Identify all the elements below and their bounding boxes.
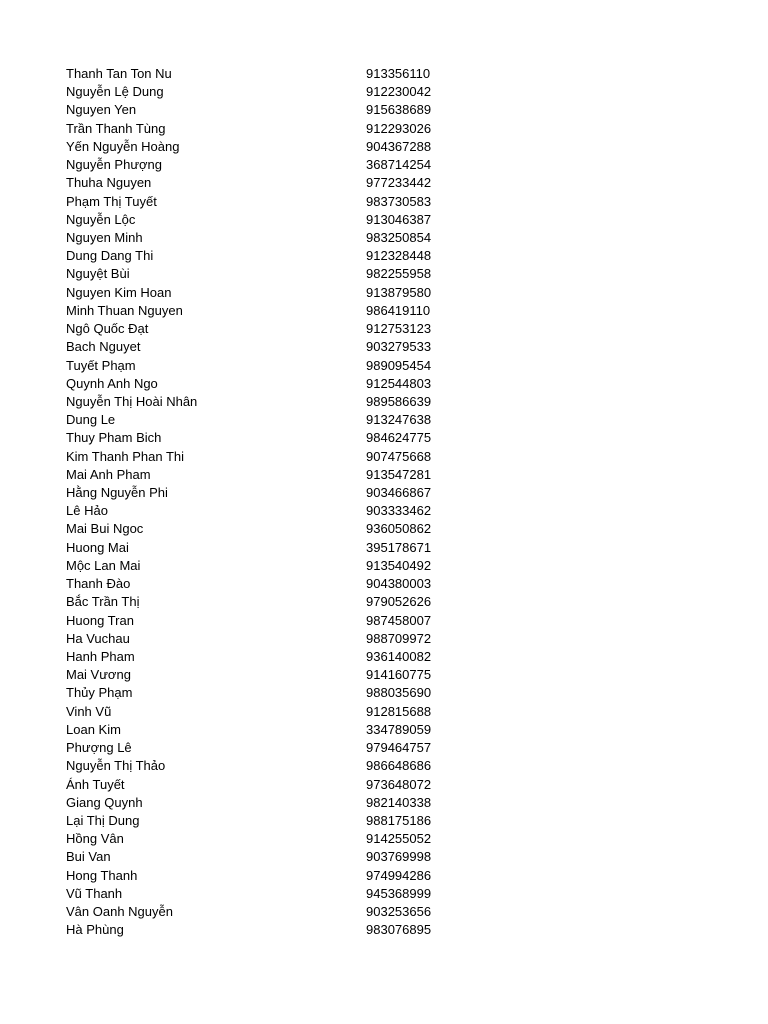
contact-name: Thuha Nguyen [66, 175, 152, 191]
contact-name: Dung Le [66, 412, 116, 428]
contact-name: Ánh Tuyết [66, 776, 125, 792]
contact-name: Quynh Anh Ngo [66, 375, 158, 391]
contact-name: Mai Bui Ngoc [66, 521, 144, 537]
contact-phone: 913356110 [366, 66, 431, 81]
contact-row [66, 193, 486, 211]
contact-row [66, 393, 486, 411]
contact-row [66, 794, 486, 812]
contact-phone: 989095454 [366, 357, 432, 373]
contact-row [66, 320, 486, 338]
contact-name: Nguyễn Phượng [66, 157, 163, 173]
contact-row [66, 921, 486, 939]
contact-name: Dung Dang Thi [66, 248, 154, 264]
contact-name: Nguyen Minh [66, 229, 143, 245]
contact-phone: 913547281 [366, 466, 432, 482]
contact-name: Hong Thanh [66, 867, 138, 883]
contact-name: Bắc Trần Thị [66, 594, 140, 610]
contact-name: Minh Thuan Nguyen [66, 302, 183, 318]
contact-phone: 979464757 [366, 740, 432, 756]
contact-phone: 903253656 [366, 904, 432, 920]
contact-name: Phạm Thị Tuyết [66, 193, 157, 209]
contact-name: Hanh Pham [66, 649, 135, 664]
contact-phone: 912328448 [366, 248, 432, 264]
contact-name: Phượng Lê [66, 740, 132, 756]
contact-name: Thủy Phạm [66, 685, 133, 701]
contact-row [66, 903, 486, 921]
contact-row [66, 265, 486, 283]
contact-phone: 986419110 [366, 302, 431, 318]
contact-phone: 984624775 [366, 430, 432, 446]
contact-phone: 945368999 [366, 885, 432, 901]
contact-row [66, 648, 486, 666]
contact-name: Vũ Thanh [66, 885, 123, 901]
contact-phone: 912293026 [366, 120, 432, 136]
contact-phone: 912815688 [366, 703, 432, 719]
contact-phone: 395178671 [366, 539, 432, 555]
contact-phone: 989586639 [366, 393, 432, 409]
contact-phone: 988175186 [366, 812, 432, 828]
contact-name: Nguyễn Thị Thảo [66, 758, 166, 774]
contact-phone: 983250854 [366, 229, 432, 245]
contact-phone: 913247638 [366, 412, 432, 428]
contact-name: Tuyết Phạm [66, 357, 136, 373]
contact-row [66, 101, 486, 119]
contact-phone: 334789059 [366, 721, 432, 737]
contact-row [66, 484, 486, 502]
contact-row [66, 229, 486, 247]
contact-row [66, 466, 486, 484]
contact-row [66, 776, 486, 794]
contact-row [66, 448, 486, 466]
contact-row [66, 848, 486, 866]
contact-phone: 913540492 [366, 557, 432, 573]
contact-name: Bach Nguyet [66, 339, 141, 355]
contact-row [66, 703, 486, 721]
contact-phone: 914160775 [366, 667, 432, 683]
contact-name: Hồng Vân [66, 831, 124, 847]
contact-phone: 915638689 [366, 102, 432, 118]
contact-row [66, 429, 486, 447]
contact-phone: 936140082 [366, 649, 432, 664]
contact-phone: 368714254 [366, 157, 432, 173]
contact-row [66, 630, 486, 648]
contact-row [66, 520, 486, 538]
contact-name: Nguyễn Lệ Dung [66, 84, 164, 100]
contact-phone: 913879580 [366, 284, 432, 300]
contact-name: Giang Quynh [66, 794, 143, 810]
contact-row [66, 867, 486, 885]
contact-name: Vân Oanh Nguyễn [66, 904, 173, 920]
contact-name: Hằng Nguyễn Phi [66, 485, 168, 501]
contact-row [66, 375, 486, 393]
contact-phone: 904380003 [366, 576, 432, 592]
contact-row [66, 539, 486, 557]
contact-phone: 913046387 [366, 211, 432, 227]
contact-phone: 904367288 [366, 138, 432, 154]
contact-phone: 974994286 [366, 867, 432, 883]
contact-phone: 986648686 [366, 758, 432, 774]
contact-name: Huong Tran [66, 612, 134, 628]
contact-name: Ngô Quốc Đạt [66, 321, 149, 337]
contact-row [66, 557, 486, 575]
contact-name: Mộc Lan Mai [66, 557, 141, 573]
contact-phone: 983730583 [366, 193, 432, 209]
contact-name: Thuy Pham Bich [66, 430, 162, 446]
contact-phone: 912753123 [366, 321, 432, 337]
contact-phone: 987458007 [366, 612, 432, 628]
contact-name: Bui Van [66, 849, 111, 865]
contact-row [66, 120, 486, 138]
contact-row [66, 338, 486, 356]
contact-phone: 988709972 [366, 630, 432, 646]
contact-row [66, 83, 486, 101]
contact-phone: 907475668 [366, 448, 432, 464]
contact-row [66, 65, 486, 83]
contact-row [66, 284, 486, 302]
contact-phone: 903769998 [366, 849, 432, 865]
contact-row [66, 812, 486, 830]
contact-row [66, 138, 486, 156]
contact-name: Lê Hảo [66, 503, 108, 519]
contact-name: Ha Vuchau [66, 630, 130, 646]
contact-phone: 979052626 [366, 594, 432, 610]
contact-phone: 903279533 [366, 339, 432, 355]
contact-name: Kim Thanh Phan Thi [66, 448, 185, 464]
contact-phone: 903333462 [366, 503, 432, 519]
contact-phone: 903466867 [366, 485, 432, 501]
contact-phone: 982255958 [366, 266, 432, 282]
contact-row [66, 302, 486, 320]
contact-phone: 912230042 [366, 84, 432, 100]
contact-name: Mai Vương [66, 667, 131, 683]
contact-phone: 973648072 [366, 776, 432, 792]
contact-name: Mai Anh Pham [66, 466, 151, 482]
contact-name: Nguyễn Lộc [66, 211, 136, 227]
contact-row [66, 885, 486, 903]
contact-phone: 977233442 [366, 175, 432, 191]
contact-phone: 914255052 [366, 831, 432, 847]
contact-row [66, 174, 486, 192]
contact-name: Lại Thị Dung [66, 812, 140, 828]
contact-row [66, 211, 486, 229]
contact-phone: 983076895 [366, 922, 432, 938]
contact-row [66, 357, 486, 375]
contact-phone: 912544803 [366, 375, 432, 391]
contact-row [66, 612, 486, 630]
contact-name: Nguyễn Thị Hoài Nhân [66, 393, 198, 409]
contact-name: Nguyen Yen [66, 102, 137, 118]
contact-name: Hà Phùng [66, 922, 124, 938]
contact-row [66, 739, 486, 757]
contact-row [66, 593, 486, 611]
contact-row [66, 411, 486, 429]
contact-name: Trần Thanh Tùng [66, 120, 166, 136]
contact-row [66, 502, 486, 520]
contact-phone: 936050862 [366, 521, 432, 537]
contact-row [66, 247, 486, 265]
contact-row [66, 757, 486, 775]
contact-name: Yến Nguyễn Hoàng [66, 138, 180, 154]
contact-row [66, 684, 486, 702]
contact-row [66, 575, 486, 593]
contact-list [66, 65, 486, 940]
contact-row [66, 156, 486, 174]
contact-name: Thanh Tan Ton Nu [66, 66, 172, 81]
contact-name: Loan Kim [66, 721, 121, 737]
contact-name: Nguyen Kim Hoan [66, 284, 172, 300]
contact-row [66, 830, 486, 848]
contact-row [66, 666, 486, 684]
contact-phone: 988035690 [366, 685, 432, 701]
contact-name: Nguyệt Bùi [66, 266, 130, 282]
contact-row [66, 721, 486, 739]
contact-name: Thanh Đào [66, 576, 131, 592]
contact-name: Vinh Vũ [66, 703, 112, 719]
contact-name: Huong Mai [66, 539, 129, 555]
contact-phone: 982140338 [366, 794, 432, 810]
